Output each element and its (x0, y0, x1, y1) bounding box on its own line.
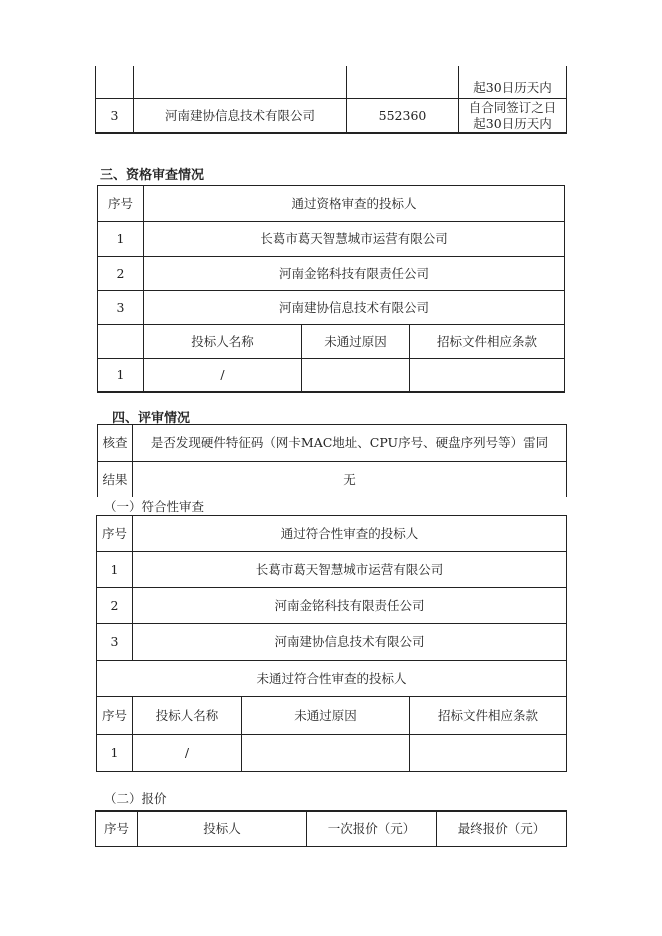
header-clause: 招标文件相应条款 (409, 696, 567, 735)
cell-no: 1 (97, 358, 144, 393)
header-reason: 未通过原因 (301, 324, 410, 359)
cell-reason (241, 734, 410, 772)
header-name: 投标人名称 (132, 696, 242, 735)
cell-name: 长葛市葛天智慧城市运营有限公司 (143, 221, 565, 257)
result-text: 无 (132, 461, 567, 497)
cell-no: 1 (97, 221, 144, 257)
cell-no: 3 (96, 623, 133, 661)
cell-clause (409, 358, 565, 393)
cell-term: 起30日历天内 (458, 66, 567, 99)
subsection-title: （一）符合性审查 (104, 499, 205, 514)
cell (97, 324, 144, 359)
header-no: 序号 (97, 185, 144, 222)
header-passed: 通过资格审查的投标人 (143, 185, 565, 222)
cell (95, 66, 134, 99)
cell-clause (409, 734, 567, 772)
cell-no: 1 (96, 551, 133, 588)
cell-no: 2 (96, 587, 133, 624)
cell-name: 长葛市葛天智慧城市运营有限公司 (132, 551, 567, 588)
cell (133, 66, 347, 99)
header-name: 投标人名称 (143, 324, 302, 359)
cell-no: 1 (96, 734, 133, 772)
cell-name: / (132, 734, 242, 772)
cell-name: / (143, 358, 302, 393)
term-line: 起30日历天内 (473, 115, 552, 131)
cell-price: 552360 (346, 98, 459, 134)
cell-name: 河南建协信息技术有限公司 (132, 623, 567, 661)
term-line: 自合同签订之日 (468, 99, 557, 115)
cell-name: 河南金铭科技有限责任公司 (132, 587, 567, 624)
header-no: 序号 (95, 810, 138, 847)
section-title: 四、评审情况 (112, 411, 191, 426)
header-no: 序号 (96, 696, 133, 735)
check-text: 是否发现硬件特征码（网卡MAC地址、CPU序号、硬盘序列号等）雷同 (132, 424, 567, 462)
header-clause: 招标文件相应条款 (409, 324, 565, 359)
cell-no: 3 (95, 98, 134, 134)
fail-title: 未通过符合性审查的投标人 (96, 660, 567, 697)
cell-name: 河南建协信息技术有限公司 (133, 98, 347, 134)
cell-no: 2 (97, 256, 144, 291)
cell-term (458, 98, 567, 134)
cell-name: 河南金铭科技有限责任公司 (143, 256, 565, 291)
cell-no: 3 (97, 290, 144, 325)
header-first-price: 一次报价（元） (306, 810, 437, 847)
header-final-price: 最终报价（元） (436, 810, 567, 847)
subsection-title: （二）报价 (104, 791, 167, 806)
header-passed: 通过符合性审查的投标人 (132, 515, 567, 552)
header-reason: 未通过原因 (241, 696, 410, 735)
cell-reason (301, 358, 410, 393)
cell (346, 66, 459, 99)
section-title: 三、资格审查情况 (100, 168, 205, 183)
header-bidder: 投标人 (137, 810, 307, 847)
header-no: 序号 (96, 515, 133, 552)
result-label: 结果 (97, 461, 133, 497)
cell-name: 河南建协信息技术有限公司 (143, 290, 565, 325)
check-label: 核查 (97, 424, 133, 462)
